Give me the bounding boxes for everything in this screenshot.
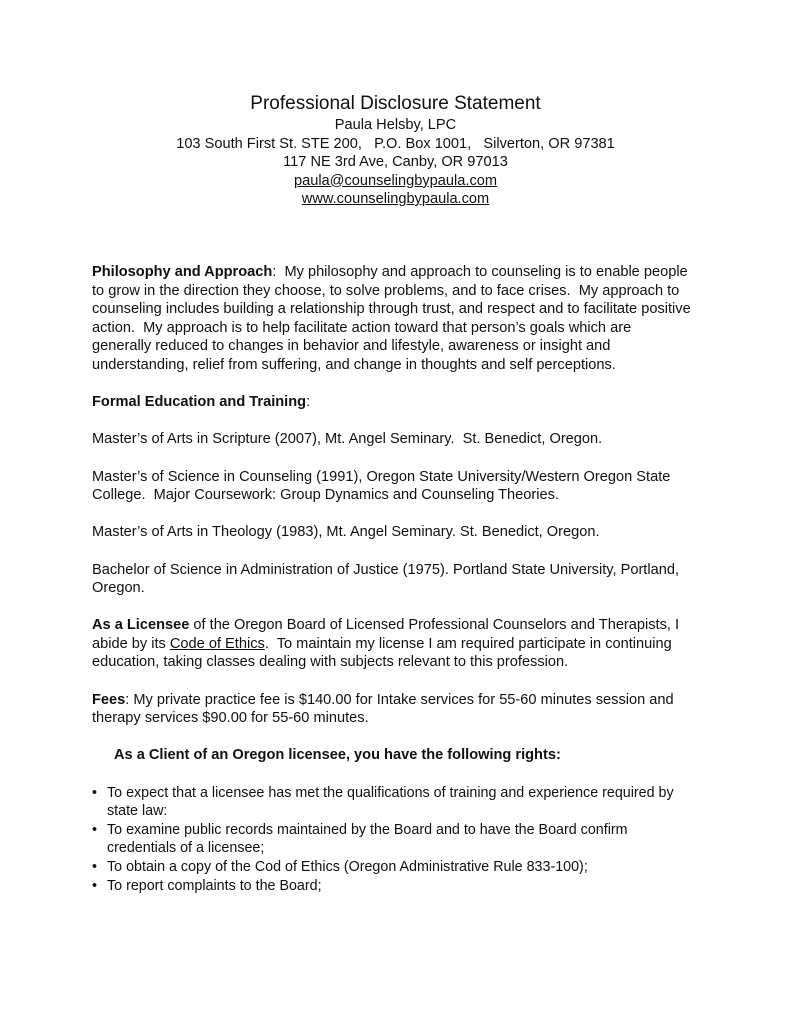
bullet-icon: •	[92, 877, 98, 894]
education-item: Bachelor of Science in Administration of Justice (1975). Portland State University, Portland, Oregon.	[92, 561, 684, 597]
licensee-label: As a Licensee	[92, 617, 190, 634]
fees-label: Fees	[92, 691, 126, 708]
bullet-icon: •	[92, 784, 98, 801]
document-title: Professional Disclosure Statement	[250, 93, 541, 114]
counselor-name: Paula Helsby, LPC	[334, 117, 457, 133]
document-body	[92, 263, 695, 895]
list-item	[92, 784, 692, 821]
primary-address: 103 South First St. STE 200, P.O. Box 1001, Silverton, OR 97381	[176, 135, 615, 152]
licensee-text-before: of the Oregon Board of Licensed Professional Counselors and Therapists, I abide by its	[92, 617, 684, 652]
philosophy-text: : My philosophy and approach to counseling is to enable people to grow in the direction they choose, to solve problems, and to face crises. My approach to counseling includes building a relationship through trust, and respect and to facilitate positive action. My approach is to help facilitate action toward that person’s goals which are generally reduced to changes in behavior and lifestyle, awareness or insight and understanding, relief from suffering, and change in thoughts and self perceptions.	[92, 264, 695, 373]
education-colon: :	[306, 394, 311, 411]
bullet-icon: •	[92, 821, 98, 838]
education-item: Master’s of Arts in Scripture (2007), Mt. Angel Seminary. St. Benedict, Oregon.	[92, 431, 603, 448]
philosophy-paragraph	[92, 263, 695, 375]
website-link[interactable]: www.counselingbypaula.com	[301, 191, 490, 207]
list-item-text: To obtain a copy of the Cod of Ethics (Oregon Administrative Rule 833-100);	[107, 859, 588, 875]
document-header	[0, 92, 791, 209]
list-item	[92, 858, 692, 877]
list-item	[92, 877, 692, 896]
list-item-text: To expect that a licensee has met the qualifications of training and experience required by state law:	[107, 784, 674, 820]
secondary-address: 117 NE 3rd Ave, Canby, OR 97013	[283, 154, 508, 170]
list-item-text: To report complaints to the Board;	[107, 877, 322, 894]
philosophy-label: Philosophy and Approach	[92, 264, 273, 280]
fees-text: : My private practice fee is $140.00 for Intake services for 55-60 minutes session and therapy services $90.00 for 55-60 minutes.	[92, 691, 674, 727]
bullet-icon: •	[92, 859, 98, 875]
code-of-ethics-link[interactable]: Code of Ethics	[169, 635, 265, 652]
education-item: Master’s of Arts in Theology (1983), Mt. Angel Seminary. St. Benedict, Oregon.	[92, 524, 600, 541]
education-item: Master’s of Science in Counseling (1991), Oregon State University/Western Oregon State College. Major Coursework: Group Dynamics and Counseling Theories.	[92, 468, 675, 504]
licensee-text-after: . To maintain my license I am required participate in continuing education, taking classes dealing with subjects relevant to this profession.	[92, 635, 676, 671]
list-item-text: To examine public records maintained by the Board and to have the Board confirm credentials of a licensee;	[107, 821, 628, 857]
client-rights-list	[92, 784, 692, 896]
email-link[interactable]: paula@counselingbypaula.com	[293, 172, 498, 189]
education-heading	[92, 393, 692, 412]
fees-paragraph	[92, 691, 692, 728]
licensee-paragraph	[92, 616, 692, 672]
client-rights-heading: As a Client of an Oregon licensee, you have the following rights:	[114, 747, 561, 764]
list-item	[92, 821, 692, 858]
education-label: Formal Education and Training	[92, 394, 307, 411]
